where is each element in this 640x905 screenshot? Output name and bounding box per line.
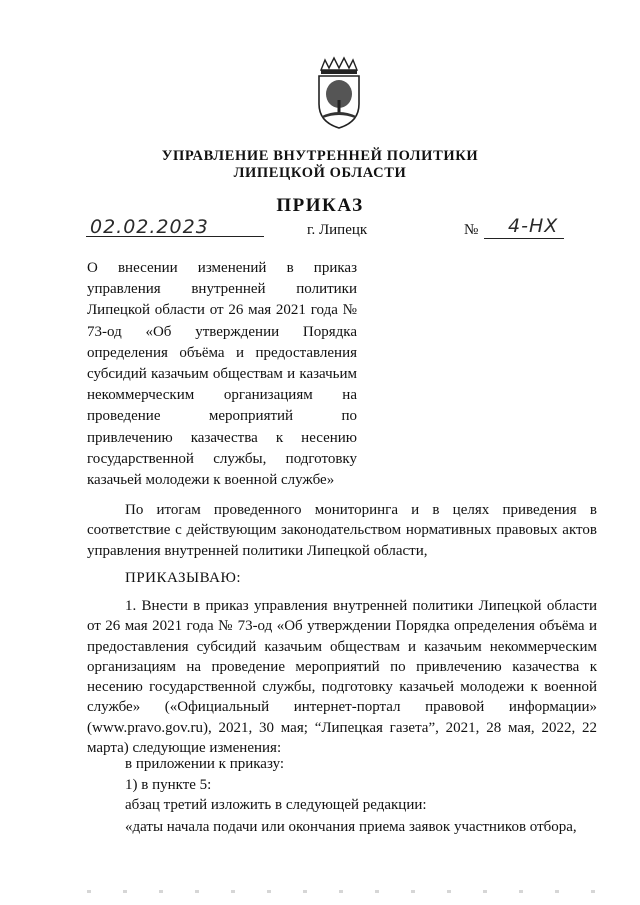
quoted-text-start: «даты начала подачи или окончания приема заявок участников отбора, — [125, 819, 577, 835]
handwritten-date: 02.02.2023 — [90, 216, 209, 238]
preamble-paragraph: По итогам проведенного мониторинга и в целях приведения в соответствие с действующим законодательством нормативных правовых актов управления внутренней политики Липецкой области, — [87, 502, 597, 559]
organization-name-line2: ЛИПЕЦКОЙ ОБЛАСТИ — [233, 165, 407, 181]
number-sign: № — [464, 222, 479, 238]
clause-5-line: 1) в пункте 5: — [125, 777, 212, 793]
handwritten-number: 4-НХ — [508, 215, 559, 237]
document-type-title: ПРИКАЗ — [276, 195, 364, 216]
coat-of-arms-icon — [313, 56, 365, 130]
page-cutoff-edge — [87, 890, 597, 893]
date-underline — [86, 236, 264, 237]
number-underline — [484, 238, 564, 239]
item-1-paragraph: 1. Внести в приказ управления внутренней политики Липецкой области от 26 мая 2021 года № 73-од «Об утверждении Порядка определения объёма и предоставления субсидий казачьим обществам и казачьим некоммерческим организациям на проведение мероприятий по привлечению казачества к несению государственной службы, подготовку казачьей молодежи к военной службе» («Официальный интернет-портал правовой информации» (www.pravo.gov.ru), 2021, 30 мая; “Липецкая газета”, 2021, 28 мая, 2022, 22 марта) следующие изменения: — [87, 598, 597, 757]
order-word: ПРИКАЗЫВАЮ: — [125, 570, 242, 586]
paragraph-three-line: абзац третий изложить в следующей редакции: — [125, 797, 427, 813]
city-label: г. Липецк — [307, 222, 368, 238]
organization-name-line1: УПРАВЛЕНИЕ ВНУТРЕННЕЙ ПОЛИТИКИ — [161, 148, 479, 164]
order-subject: О внесении изменений в приказ управления внутренней политики Липецкой области от 26 мая 2021 года № 73-од «Об утверждении Порядка определения объёма и предоставления субсидий казачьим обществам и казачьим некоммерческим организациям на проведение мероприятий по привлечению казачества к несению государственной службы, подготовку казачьей молодежи к военной службе» — [87, 260, 357, 489]
appendix-line: в приложении к приказу: — [125, 756, 285, 772]
